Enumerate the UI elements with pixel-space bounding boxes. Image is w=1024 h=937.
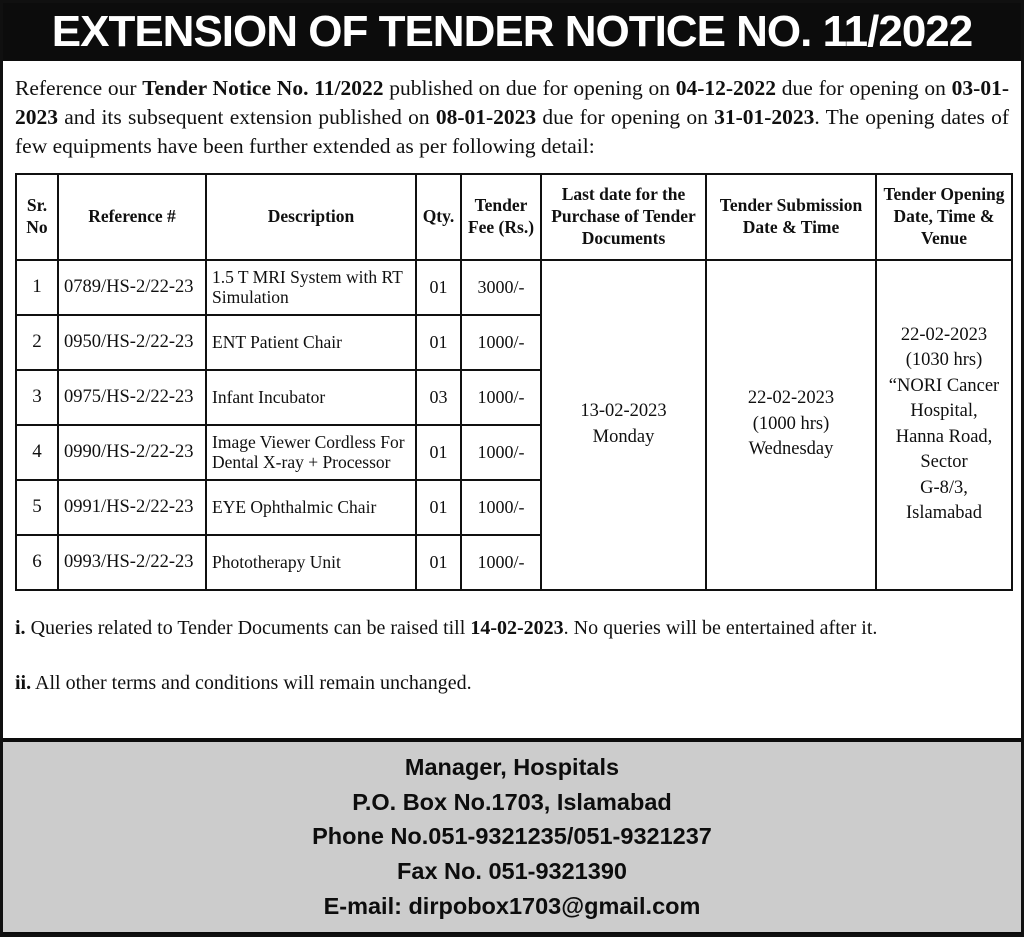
col-header-sr-no: Sr. No bbox=[16, 174, 58, 260]
footer-line-email: E-mail: dirpobox1703@gmail.com bbox=[323, 893, 701, 920]
footer-contact-block bbox=[2, 738, 1022, 935]
footer-line-manager: Manager, Hospitals bbox=[404, 753, 620, 780]
table-header-row bbox=[16, 174, 1012, 260]
intro-paragraph: Reference our Tender Notice No. 11/2022 published on due for opening on 04-12-2022 due for opening on 03-01-2023 and its subsequent extension published on 08-01-2023 due for opening on 31-01-2023. The opening dates of few equipments have been further extended as per following detail: bbox=[15, 76, 1009, 159]
col-header-last-date: Last date for the Purchase of Tender Documents bbox=[541, 174, 706, 260]
cell-sr-no: 3 bbox=[16, 370, 58, 425]
col-header-qty: Qty. bbox=[416, 174, 461, 260]
notice-title-bar bbox=[2, 2, 1022, 61]
cell-qty: 01 bbox=[416, 425, 461, 480]
cell-reference: 0993/HS-2/22-23 bbox=[58, 535, 206, 590]
cell-submission: 22-02-2023 (1000 hrs) Wednesday bbox=[706, 260, 876, 590]
cell-description: ENT Patient Chair bbox=[206, 315, 416, 370]
cell-description: Image Viewer Cordless For Dental X-ray + Processor bbox=[206, 425, 416, 480]
cell-qty: 01 bbox=[416, 315, 461, 370]
cell-sr-no: 2 bbox=[16, 315, 58, 370]
cell-fee: 1000/- bbox=[461, 535, 541, 590]
notes-section bbox=[15, 617, 1009, 695]
cell-sr-no: 5 bbox=[16, 480, 58, 535]
cell-reference: 0950/HS-2/22-23 bbox=[58, 315, 206, 370]
cell-description: Infant Incubator bbox=[206, 370, 416, 425]
cell-last-date: 13-02-2023 Monday bbox=[541, 260, 706, 590]
cell-qty: 01 bbox=[416, 535, 461, 590]
note-terms: ii. All other terms and conditions will remain unchanged. bbox=[15, 671, 472, 694]
cell-fee: 1000/- bbox=[461, 425, 541, 480]
cell-opening-venue: 22-02-2023 (1030 hrs) “NORI Cancer Hospital, Hanna Road, Sector G-8/3, Islamabad bbox=[876, 260, 1012, 590]
cell-fee: 1000/- bbox=[461, 480, 541, 535]
col-header-opening: Tender Opening Date, Time & Venue bbox=[876, 174, 1012, 260]
cell-sr-no: 4 bbox=[16, 425, 58, 480]
cell-reference: 0990/HS-2/22-23 bbox=[58, 425, 206, 480]
cell-reference: 0991/HS-2/22-23 bbox=[58, 480, 206, 535]
col-header-submission: Tender Submission Date & Time bbox=[706, 174, 876, 260]
cell-qty: 03 bbox=[416, 370, 461, 425]
cell-description: EYE Ophthalmic Chair bbox=[206, 480, 416, 535]
cell-description: Phototherapy Unit bbox=[206, 535, 416, 590]
notice-title: EXTENSION OF TENDER NOTICE NO. 11/2022 bbox=[51, 6, 973, 56]
note-queries: i. Queries related to Tender Documents can be raised till 14-02-2023. No queries will be entertained after it. bbox=[15, 616, 878, 639]
col-header-reference: Reference # bbox=[58, 174, 206, 260]
col-header-tender-fee: Tender Fee (Rs.) bbox=[461, 174, 541, 260]
cell-reference: 0789/HS-2/22-23 bbox=[58, 260, 206, 315]
col-header-description: Description bbox=[206, 174, 416, 260]
cell-fee: 1000/- bbox=[461, 315, 541, 370]
cell-sr-no: 6 bbox=[16, 535, 58, 590]
cell-qty: 01 bbox=[416, 480, 461, 535]
cell-sr-no: 1 bbox=[16, 260, 58, 315]
cell-description: 1.5 T MRI System with RT Simulation bbox=[206, 260, 416, 315]
table-row bbox=[16, 260, 1012, 315]
footer-line-fax: Fax No. 051-9321390 bbox=[397, 858, 627, 885]
footer-line-po-box: P.O. Box No.1703, Islamabad bbox=[352, 788, 672, 815]
cell-reference: 0975/HS-2/22-23 bbox=[58, 370, 206, 425]
cell-qty: 01 bbox=[416, 260, 461, 315]
tender-table bbox=[15, 173, 1013, 591]
cell-fee: 3000/- bbox=[461, 260, 541, 315]
cell-fee: 1000/- bbox=[461, 370, 541, 425]
footer-line-phone: Phone No.051-9321235/051-9321237 bbox=[312, 823, 712, 850]
